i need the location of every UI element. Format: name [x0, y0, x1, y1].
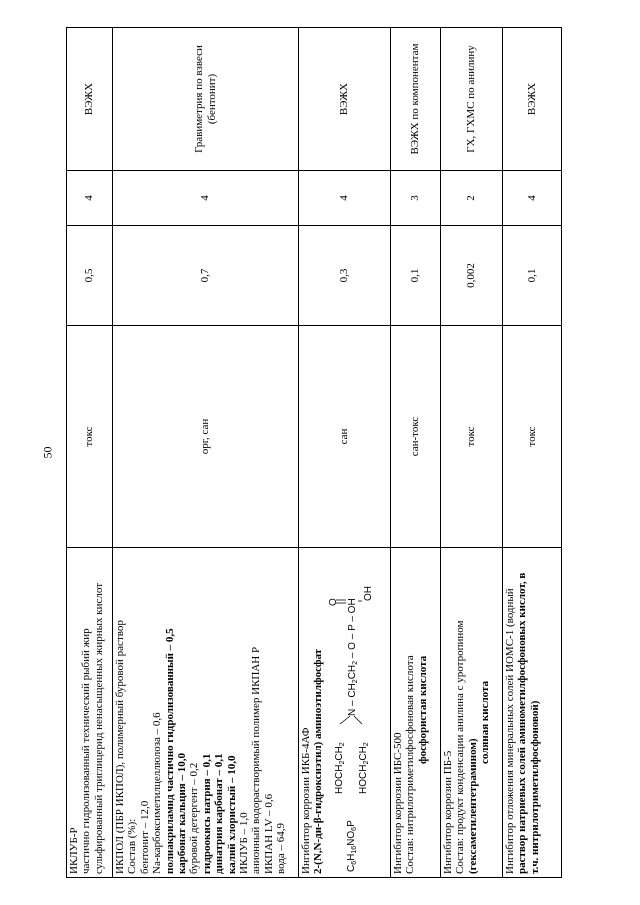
method-cell: ВЭЖХ	[299, 28, 391, 171]
composition-cell	[113, 548, 299, 878]
rotated-table-container	[66, 28, 561, 878]
hazard-cell: сан-токс	[391, 326, 441, 548]
concentration-cell: 0,7	[113, 226, 299, 326]
text-line: ИКЛУБ – 1,0	[238, 812, 251, 874]
substances-table	[66, 27, 562, 878]
table-row	[113, 28, 299, 878]
text-line: бентонит – 12,0	[138, 800, 151, 874]
text-line: соляная кислота	[479, 680, 492, 764]
text-line: вода – 64,9	[275, 822, 288, 874]
table-row	[67, 28, 113, 878]
hazard-cell: токс	[441, 326, 503, 548]
structural-formula	[327, 551, 374, 874]
table-row	[441, 28, 503, 878]
method-cell: Гравиметрия по взвеси (бентонит)	[113, 28, 299, 171]
composition-cell	[67, 548, 113, 878]
text-line: Состав (%):	[126, 818, 139, 874]
composition-cell	[299, 548, 391, 878]
text-line: гидроокись натрия – 0,1	[200, 753, 213, 874]
composition-cell	[441, 548, 503, 878]
table-row	[391, 28, 441, 878]
table-row	[299, 28, 391, 878]
hazard-class-cell: 2	[441, 171, 503, 226]
hazard-cell: сан	[299, 326, 391, 548]
text-line: раствор натриевых солей аминометилфосфоновых кислот, в	[516, 572, 529, 874]
concentration-cell: 0,002	[441, 226, 503, 326]
svg-text:OH: OH	[362, 586, 374, 601]
text-line: буровой детергент – 0,2	[188, 762, 201, 874]
svg-text:N – CH2CH2 – O – P – OH: N – $CH_2CH_2$ – O – P – OH	[346, 598, 359, 716]
text-line: динатрия карбонат – 0,1	[213, 753, 226, 874]
text-line: ИКПОЛ (ПБР ИКПОЛ), полимерный буровой раствор	[114, 620, 126, 874]
concentration-cell: 0,5	[67, 226, 113, 326]
text-line: Состав: продукт конденсации анилина с уротропином	[454, 620, 467, 874]
method-cell: ГХ, ГХМС по анилину	[441, 28, 503, 171]
hazard-cell: орг, сан	[113, 326, 299, 548]
text-line: фосфористая кислота	[416, 655, 429, 764]
svg-text:HOCH2CH2: $HOCH_2CH_2$	[333, 742, 346, 794]
structural-formula-drawing	[328, 554, 372, 874]
composition-cell	[503, 548, 562, 878]
composition-cell	[391, 548, 441, 878]
svg-text:O: O	[327, 598, 339, 606]
text-line: Ингибитор коррозии ИКБ-4АФ	[300, 727, 312, 874]
text-line: ИКПАН LV – 0,6	[262, 793, 275, 874]
concentration-cell: 0,1	[391, 226, 441, 326]
text-line: Ингибитор коррозии ПБ-5	[442, 750, 454, 874]
text-line: полиакриламид частично гидролизованный – 0,5	[163, 628, 176, 874]
text-line: Состав: нитрилотриметилфосфоновая кислота	[404, 655, 417, 874]
hazard-cell: токс	[503, 326, 562, 548]
text-line: карбонат кальция – 10,0	[176, 753, 189, 874]
text-line: т.ч. нитрилотриметилфосфоновой)	[528, 700, 541, 874]
method-cell: ВЭЖХ по компонентам	[391, 28, 441, 171]
text-line: ИКЛУБ-Р	[68, 827, 80, 874]
method-cell: ВЭЖХ	[503, 28, 562, 171]
hazard-class-cell: 3	[391, 171, 441, 226]
method-cell: ВЭЖХ	[67, 28, 113, 171]
concentration-cell: 0,3	[299, 226, 391, 326]
svg-text:HOCH2CH2: $HOCH_2CH_2$	[357, 742, 370, 794]
text-line: Ингибитор отложения минеральных солей ИОМС-1 (водный	[504, 588, 516, 874]
text-line: сульфированный триглицерид ненасыщенных жирных кислот	[92, 582, 105, 874]
text-line: Na-карбоксиметилцеллюлоза – 0,6	[151, 712, 164, 874]
molecular-formula-label: $C_6H_{16}NO_6P$	[345, 820, 358, 872]
text-line: 2-(N,N-ди-β-гидроксиэтил) аминоэтилфосфат	[312, 648, 325, 874]
table-row	[503, 28, 562, 878]
hazard-class-cell: 4	[67, 171, 113, 226]
text-line: калий хлористый – 10,0	[225, 755, 238, 874]
hazard-class-cell: 4	[503, 171, 562, 226]
hazard-cell: токс	[67, 326, 113, 548]
concentration-cell: 0,1	[503, 226, 562, 326]
hazard-class-cell: 4	[113, 171, 299, 226]
hazard-class-cell: 4	[299, 171, 391, 226]
text-line: частично гидролизованный технический рыбий жир	[80, 628, 93, 874]
text-line: Ингибитор коррозии ИБС-500	[392, 732, 404, 874]
text-line: анионный водорастворимый полимер ИКПАН Р	[250, 646, 263, 874]
page-number: 50	[40, 446, 55, 459]
text-line: (гексаметилентетрамином)	[466, 738, 479, 874]
